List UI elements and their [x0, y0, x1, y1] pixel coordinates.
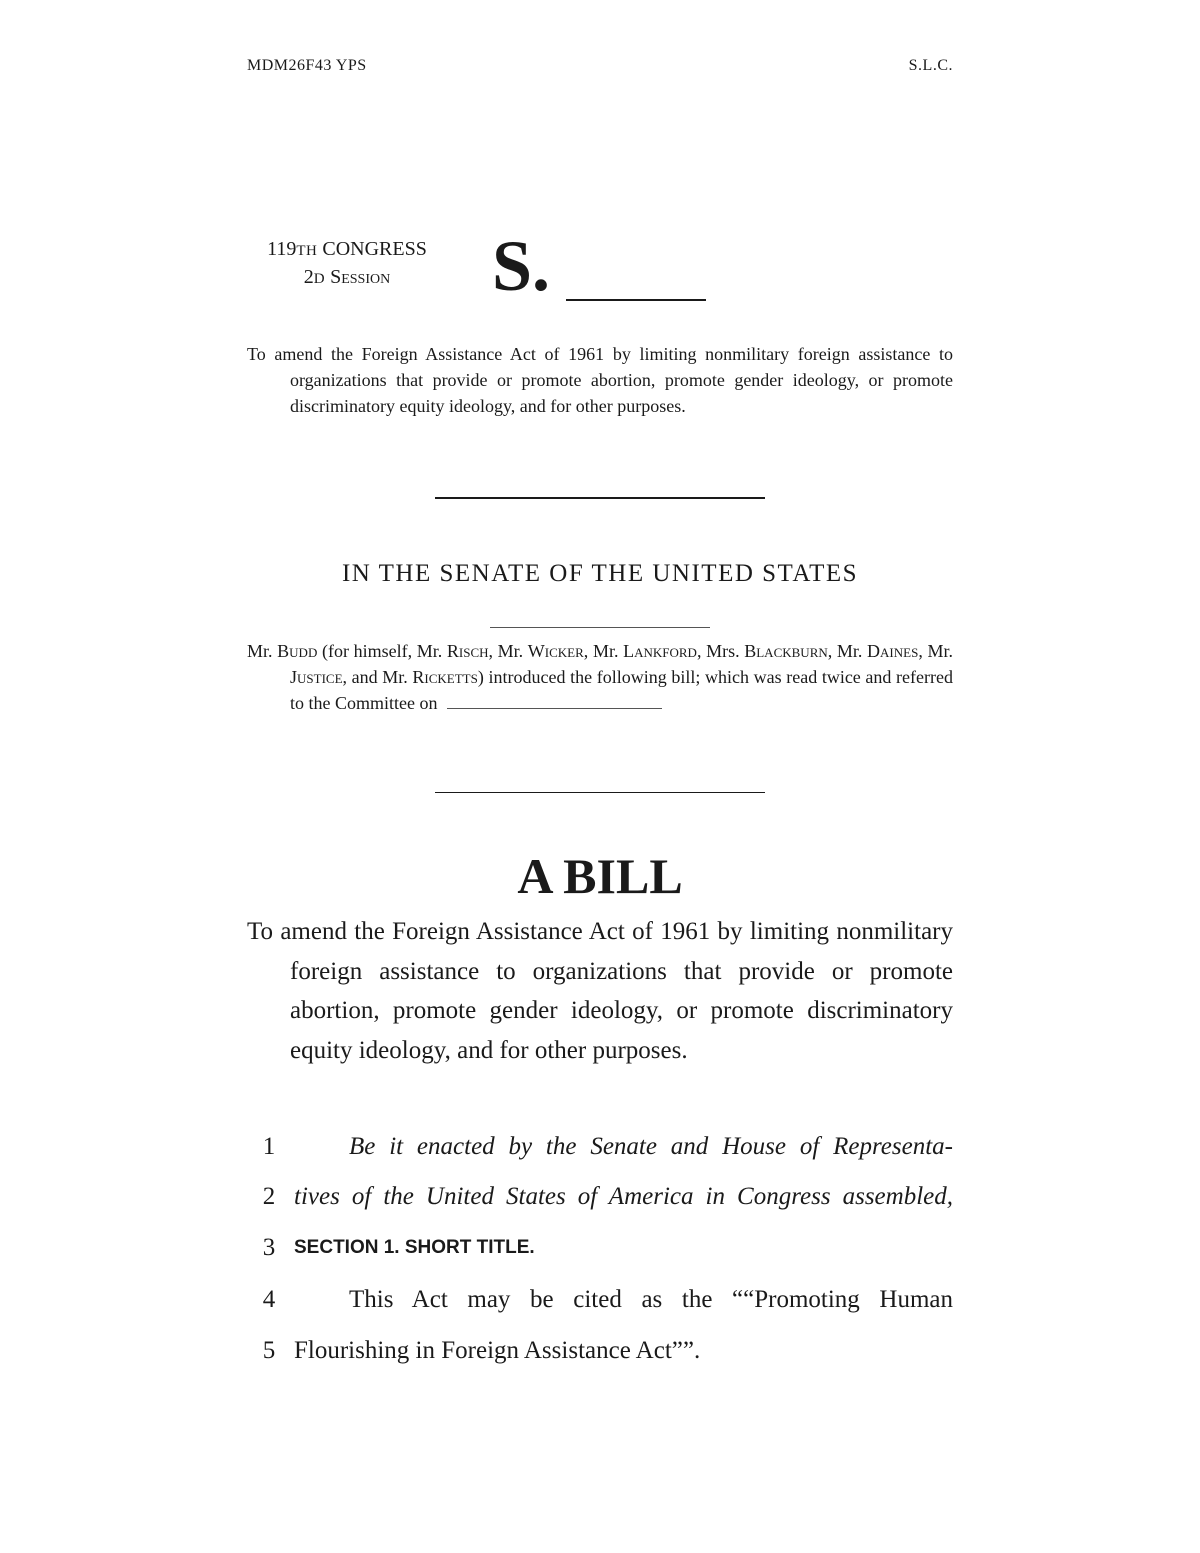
bill-number-blank [566, 299, 706, 301]
sponsor-name: Daines [867, 641, 919, 661]
sponsor-name: Justice [290, 667, 343, 687]
divider-rule [435, 497, 765, 499]
senate-heading: IN THE SENATE OF THE UNITED STATES [341, 560, 859, 587]
section-text: Flourishing in Foreign Assistance Act””. [294, 1337, 701, 1364]
bill-heading: A BILL [517, 848, 683, 904]
bill-prefix: S. [492, 226, 551, 306]
numbered-line [247, 1127, 953, 1167]
sponsor-name: Budd [277, 641, 318, 661]
document-code: MDM26F43 YPS [247, 57, 367, 74]
session-number-suffix: D [313, 271, 326, 287]
line-number: 1 [262, 1133, 276, 1160]
office-code: S.L.C. [908, 57, 953, 74]
enacting-clause: tives of the United States of America in Congress assembled, [294, 1183, 953, 1210]
line-number: 3 [262, 1234, 276, 1261]
line-number: 4 [262, 1286, 276, 1313]
divider-rule-short [490, 627, 710, 628]
sponsor-name: Wicker [527, 641, 584, 661]
congress-word: CONGRESS [322, 238, 427, 260]
congress-number-suffix: TH [296, 243, 318, 259]
numbered-line [247, 1177, 953, 1217]
sponsor-name: Blackburn [744, 641, 828, 661]
line-number: 2 [262, 1183, 276, 1210]
session-number: 2 [303, 266, 314, 288]
section-text: This Act may be cited as the ““Promoting Human [349, 1286, 953, 1313]
congress-line [247, 236, 447, 264]
sponsors-statement: Mr. Budd (for himself, Mr. Risch, Mr. Wicker, Mr. Lankford, Mrs. Blackburn, Mr. Daines, Mr. Justice, and Mr. Ricketts) introduced the following bill; which was read twice and referred to the Committee on [247, 641, 953, 713]
section-heading: SECTION 1. SHORT TITLE. [294, 1237, 535, 1258]
congress-session-block [247, 236, 447, 292]
sponsor-name: Risch [446, 641, 489, 661]
divider-rule [435, 792, 765, 793]
enacting-clause: Be it enacted by the Senate and House of Representa- [349, 1133, 953, 1160]
sponsor-name: Lankford [623, 641, 697, 661]
long-purpose: To amend the Foreign Assistance Act of 1961 by limiting nonmilitary foreign assistance to organizations that provide or promote abortion, promote gender ideology, or promote discriminatory equity ideology, and for other purposes. [247, 918, 953, 1064]
sponsor-name: Ricketts [412, 667, 478, 687]
numbered-line [247, 1228, 953, 1268]
numbered-line [247, 1280, 953, 1320]
session-word: Session [330, 266, 391, 288]
line-number: 5 [262, 1337, 276, 1364]
congress-number: 119 [267, 238, 297, 260]
short-purpose: To amend the Foreign Assistance Act of 1961 by limiting nonmilitary foreign assistance to organizations that provide or promote abortion, promote gender ideology, or promote discriminatory equity ideology, and for other purposes. [247, 344, 953, 416]
committee-blank [447, 694, 662, 709]
session-line [247, 264, 447, 292]
numbered-line [247, 1331, 953, 1371]
